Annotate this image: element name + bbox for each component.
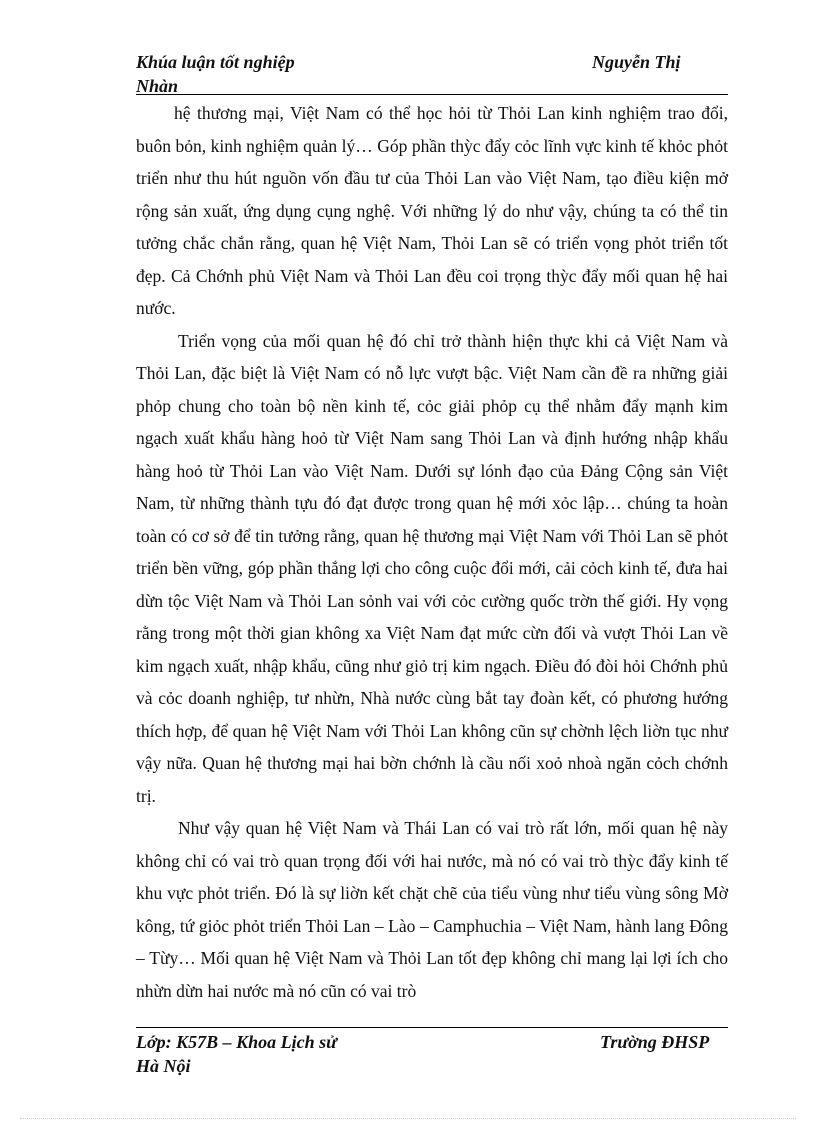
body-text (136, 97, 728, 1007)
paragraph-1: hệ thương mại, Việt Nam có thể học hỏi từ Thỏi Lan kinh nghiệm trao đổi, buôn bỏn, kinh nghiệm quản lý… Góp phần thỳc đẩy cỏc lĩnh vực kinh tế khỏc phỏt triển như thu hút nguồn vốn đầu tư của Thỏi Lan vào Việt Nam, tạo điều kiện mở rộng sản xuất, ứng dụng cụng nghệ. Với những lý do như vậy, chúng ta có thể tin tưởng chắc chắn rằng, quan hệ Việt Nam, Thỏi Lan sẽ có triển vọng phỏt triển tốt đẹp. Cả Chớnh phủ Việt Nam và Thỏi Lan đều coi trọng thỳc đẩy mối quan hệ hai nước. (136, 103, 728, 318)
header-divider (136, 94, 728, 95)
paragraph-2: Triển vọng của mối quan hệ đó chỉ trở thành hiện thực khi cả Việt Nam và Thỏi Lan, đặc biệt là Việt Nam có nỗ lực vượt bậc. Việt Nam cần đề ra những giải phỏp chung cho toàn bộ nền kinh tế, cỏc giải phỏp cụ thể nhằm đẩy mạnh kim ngạch xuất khẩu hàng hoỏ từ Việt Nam sang Thỏi Lan và định hướng nhập khẩu hàng hoỏ từ Thỏi Lan vào Việt Nam. Dưới sự lónh đạo của Đảng Cộng sản Việt Nam, từ những thành tựu đó đạt được trong quan hệ mới xỏc lập… chúng ta hoàn toàn có cơ sở để tin tưởng rằng, quan hệ thương mại Việt Nam với Thỏi Lan sẽ phỏt triển bền vững, góp phần thắng lợi cho công cuộc đổi mới, cải cỏch kinh tế, đưa hai dừn tộc Việt Nam và Thỏi Lan sỏnh vai với cỏc cường quốc trờn thế giới. Hy vọng rằng trong một thời gian không xa Việt Nam đạt mức cừn đối và vượt Thỏi Lan về kim ngạch xuất, nhập khẩu, cũng như giỏ trị kim ngạch. Điều đó đòi hỏi Chớnh phủ và cỏc doanh nghiệp, tư nhừn, Nhà nước cùng bắt tay đoàn kết, có phương hướng thích hợp, để quan hệ Việt Nam với Thỏi Lan không cũn sự chờnh lệch liờn tục như vậy nữa. Quan hệ thương mại hai bờn chớnh là cầu nối xoỏ nhoà ngăn cỏch chớnh trị. (136, 330, 728, 806)
header-title: Khúa luận tốt nghiệp (136, 52, 295, 72)
header-author-continued: Nhàn (136, 76, 179, 96)
page-edge-line (20, 1118, 796, 1119)
header-author: Nguyễn Thị (592, 52, 681, 72)
footer-divider (136, 1027, 728, 1028)
footer-school-continued: Hà Nội (136, 1056, 191, 1076)
footer-class: Lớp: K57B – Khoa Lịch sử (136, 1032, 337, 1052)
footer-school: Trường ĐHSP (600, 1032, 710, 1052)
paragraph-3: Như vậy quan hệ Việt Nam và Thái Lan có vai trò rất lớn, mối quan hệ này không chỉ có vai trò quan trọng đối với hai nước, mà nó có vai trò thỳc đẩy kinh tế khu vực phỏt triển. Đó là sự liờn kết chặt chẽ của tiểu vùng như tiểu vùng sông Mờ kông, tứ giỏc phỏt triển Thỏi Lan – Lào – Camphuchia – Việt Nam, hành lang Đông – Từy… Mối quan hệ Việt Nam và Thỏi Lan tốt đẹp không chỉ mang lại lợi ích cho nhừn dừn hai nước mà nó cũn có vai trò (136, 818, 728, 1001)
